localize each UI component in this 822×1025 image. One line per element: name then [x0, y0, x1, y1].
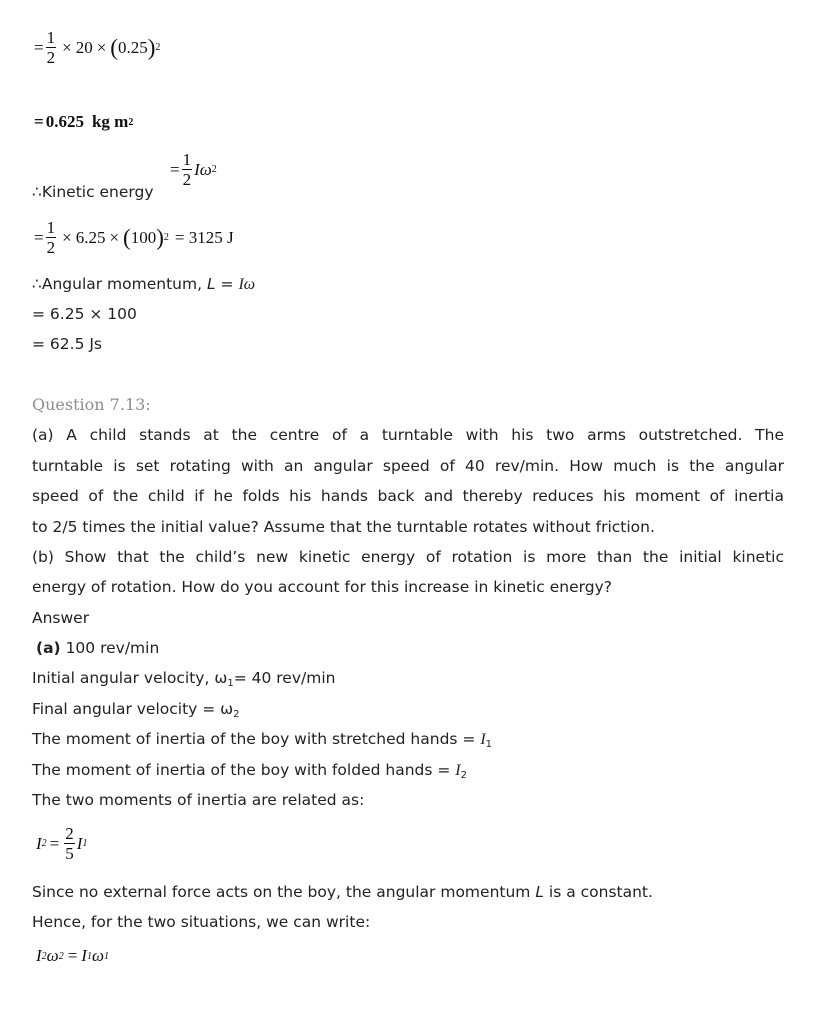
moments-related-text: The two moments of inertia are related as:: [32, 791, 365, 809]
question-line: (b) Show that the child’s new kinetic energy of rotation is more than the initial kinetic: [32, 548, 784, 566]
angular-momentum-line: ∴Angular momentum, L = Iω: [32, 275, 256, 293]
question-line: speed of the child if he folds his hands back and thereby reduces his moment of inertia: [32, 487, 784, 505]
moment-inertia-stretched: The moment of inertia of the boy with stretched hands = $I_1$: [32, 730, 493, 750]
no-external-force-text: Since no external force acts on the boy, the angular momentum L is a constant.: [32, 883, 653, 901]
answer-part-a: (a) 100 rev/min: [36, 639, 160, 657]
equation-moment-of-inertia-calc: = $\frac{1}{2}$ × 20 × ( 0.25 ) 2: [34, 28, 161, 67]
angular-momentum-result: = 62.5 Js: [32, 335, 102, 353]
question-line: (a) A child stands at the centre of a turntable with his two arms outstretched. The: [32, 426, 784, 444]
final-angular-velocity: Final angular velocity = $\omega_2$: [32, 700, 240, 720]
question-line: to 2/5 times the initial value? Assume that the turntable rotates without friction.: [32, 518, 655, 536]
initial-angular-velocity: Initial angular velocity, $\omega_1= 40$ rev/min: [32, 669, 336, 689]
kinetic-energy-formula: = $\frac{1}{2}$ I ω 2: [170, 150, 217, 189]
angular-momentum-calc: = 6.25 × 100: [32, 305, 137, 323]
question-heading: Question 7.13:: [32, 395, 151, 414]
hence-text: Hence, for the two situations, we can write:: [32, 913, 371, 931]
answer-label: Answer: [32, 609, 90, 627]
moment-inertia-folded: The moment of inertia of the boy with folded hands = $I_2$: [32, 761, 467, 781]
equation-conservation: I 2 ω 2 = I 1 ω 1: [36, 946, 109, 965]
equation-kinetic-energy-calc: = $\frac{1}{2}$ × 6.25 × ( 100 ) 2 = 3125 J: [34, 218, 234, 257]
equation-inertia-relation: I 2 = $\frac{2}{5}$ I 1: [36, 824, 88, 863]
equation-moment-of-inertia-result: = 0.625 kg m 2: [34, 112, 134, 131]
question-line: turntable is set rotating with an angular speed of 40 rev/min. How much is the angular: [32, 457, 784, 475]
kinetic-energy-label: ∴Kinetic energy: [32, 183, 154, 201]
question-line: energy of rotation. How do you account for this increase in kinetic energy?: [32, 578, 612, 596]
